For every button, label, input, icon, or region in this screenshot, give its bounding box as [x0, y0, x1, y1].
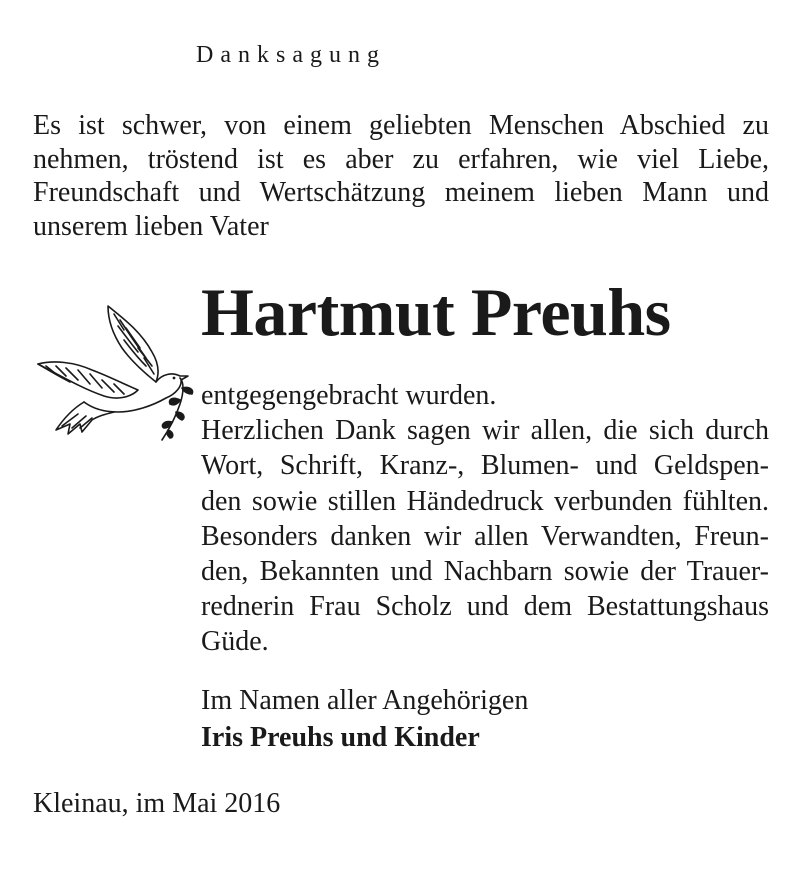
intro-paragraph [33, 109, 769, 243]
signature-name: Iris Preuhs und Kinder [201, 722, 480, 753]
body-line: Güde. [201, 626, 269, 658]
notice-heading: Danksagung [196, 42, 386, 68]
signature-intro: Im Namen aller Angehörigen [201, 685, 529, 716]
body-line: entgegengebracht wurden. [201, 380, 497, 411]
intro-line: nehmen, tröstend ist es aber zu erfahren, wie viel Liebe, [33, 143, 769, 175]
body-line: Wort, Schrift, Kranz-, Blumen- und Geldspen- [201, 450, 769, 482]
body-line: den sowie stillen Händedruck verbunden fühlten. [201, 485, 769, 517]
body-line: Herzlichen Dank sagen wir allen, die sich durch [201, 415, 769, 447]
body-line: Besonders danken wir allen Verwandten, Freun- [201, 520, 769, 552]
deceased-name: Hartmut Preuhs [201, 274, 671, 350]
intro-line: Es ist schwer, von einem geliebten Menschen Abschied zu [33, 110, 769, 141]
thanks-paragraph [201, 378, 769, 660]
body-line: rednerin Frau Scholz und dem Bestattungshaus [201, 591, 769, 623]
dove-with-olive-branch-icon [34, 300, 200, 444]
body-line: den, Bekannten und Nachbarn sowie der Trauer- [201, 555, 769, 587]
intro-line: Freundschaft und Wertschätzung meinem lieben Mann und [33, 177, 769, 208]
intro-line: unserem lieben Vater [33, 210, 269, 242]
place-and-date: Kleinau, im Mai 2016 [33, 788, 281, 819]
